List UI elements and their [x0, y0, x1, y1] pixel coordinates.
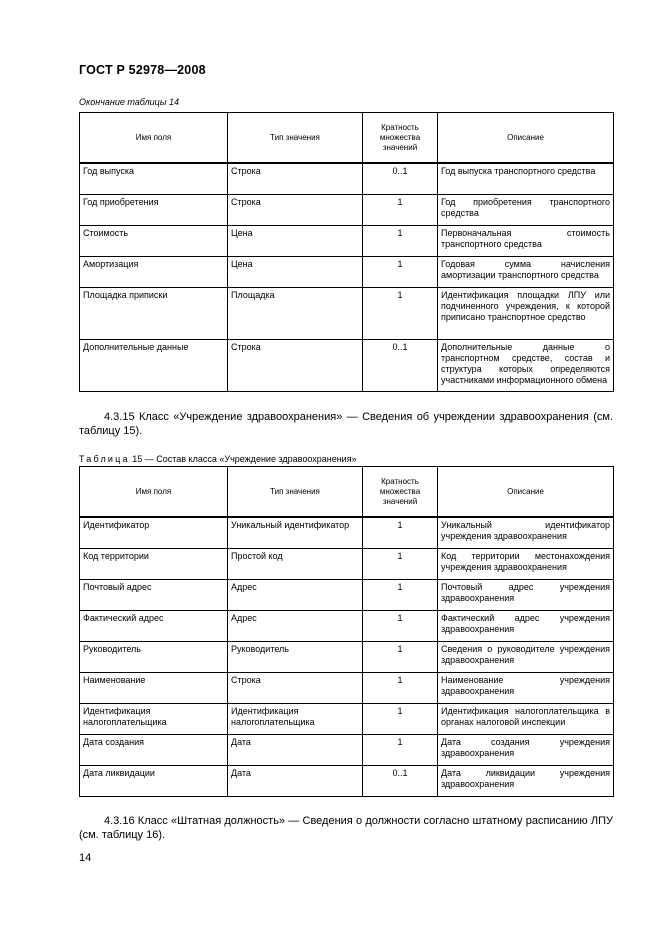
cell-description: Дата создания учреждения здравоохранения [438, 734, 614, 765]
column-header-multiplicity: Кратность множества значений [363, 467, 438, 518]
cell-description: Годовая сумма начисления амортизации транспортного средства [438, 256, 614, 287]
cell-description: Почтовый адрес учреждения здравоохранения [438, 579, 614, 610]
table-row [80, 517, 614, 548]
table15-caption-word: Таблица [79, 454, 130, 464]
cell-multiplicity: 1 [363, 734, 438, 765]
cell-description: Дополнительные данные о транспортном средстве, состав и структура которых определяются участниками информационного обмена [438, 339, 614, 391]
cell-field-name: Амортизация [80, 256, 228, 287]
table15-caption-title: 15 — Состав класса «Учреждение здравоохранения» [132, 454, 357, 464]
table-row [80, 703, 614, 734]
cell-multiplicity: 1 [363, 517, 438, 548]
cell-value-type: Простой код [228, 548, 363, 579]
table-row [80, 610, 614, 641]
column-header-value-type: Тип значения [228, 113, 363, 164]
cell-field-name: Год приобретения [80, 194, 228, 225]
table14-caption: Окончание таблицы 14 [79, 97, 179, 107]
cell-multiplicity: 1 [363, 548, 438, 579]
cell-field-name: Идентификатор [80, 517, 228, 548]
cell-field-name: Стоимость [80, 225, 228, 256]
cell-multiplicity: 1 [363, 225, 438, 256]
cell-description: Уникальный идентификатор учреждения здравоохранения [438, 517, 614, 548]
column-header-value-type: Тип значения [228, 467, 363, 518]
table-row [80, 225, 614, 256]
cell-multiplicity: 0..1 [363, 339, 438, 391]
cell-description: Наименование учреждения здравоохранения [438, 672, 614, 703]
table-15 [79, 466, 614, 797]
cell-field-name: Дата создания [80, 734, 228, 765]
cell-value-type: Цена [228, 256, 363, 287]
cell-description: Код территории местонахождения учреждения здравоохранения [438, 548, 614, 579]
cell-value-type: Дата [228, 765, 363, 796]
cell-value-type: Дата [228, 734, 363, 765]
table-row [80, 339, 614, 391]
cell-multiplicity: 1 [363, 672, 438, 703]
cell-value-type: Строка [228, 194, 363, 225]
cell-description: Идентификация налогоплательщика в органах налоговой инспекции [438, 703, 614, 734]
cell-field-name: Дополнительные данные [80, 339, 228, 391]
cell-description: Сведения о руководителе учреждения здравоохранения [438, 641, 614, 672]
cell-field-name: Наименование [80, 672, 228, 703]
table-row [80, 765, 614, 796]
table-row [80, 256, 614, 287]
cell-description: Первоначальная стоимость транспортного средства [438, 225, 614, 256]
table-row [80, 548, 614, 579]
cell-field-name: Код территории [80, 548, 228, 579]
cell-field-name: Идентификация налогоплательщика [80, 703, 228, 734]
cell-value-type: Уникальный идентификатор [228, 517, 363, 548]
cell-multiplicity: 1 [363, 256, 438, 287]
column-header-field-name: Имя поля [80, 467, 228, 518]
cell-description: Год приобретения транспортного средства [438, 194, 614, 225]
table-row [80, 163, 614, 194]
cell-field-name: Фактический адрес [80, 610, 228, 641]
column-header-field-name: Имя поля [80, 113, 228, 164]
cell-description: Идентификация площадки ЛПУ или подчиненного учреждения, к которой приписано транспортное средство [438, 287, 614, 339]
cell-field-name: Почтовый адрес [80, 579, 228, 610]
table-row [80, 734, 614, 765]
cell-field-name: Дата ликвидации [80, 765, 228, 796]
page-number: 14 [79, 852, 92, 864]
column-header-description: Описание [438, 467, 614, 518]
cell-field-name: Год выпуска [80, 163, 228, 194]
cell-field-name: Руководитель [80, 641, 228, 672]
cell-description: Дата ликвидации учреждения здравоохранения [438, 765, 614, 796]
cell-value-type: Адрес [228, 579, 363, 610]
cell-value-type: Цена [228, 225, 363, 256]
document-header: ГОСТ Р 52978—2008 [79, 63, 206, 77]
cell-value-type: Строка [228, 339, 363, 391]
table-header-row [80, 113, 614, 164]
cell-description: Год выпуска транспортного средства [438, 163, 614, 194]
column-header-multiplicity: Кратность множества значений [363, 113, 438, 164]
cell-multiplicity: 1 [363, 703, 438, 734]
table-row [80, 579, 614, 610]
cell-value-type: Руководитель [228, 641, 363, 672]
paragraph-4-3-16: 4.3.16 Класс «Штатная должность» — Сведения о должности согласно штатному расписанию ЛПУ (см. таблицу 16). [79, 815, 613, 841]
cell-multiplicity: 1 [363, 579, 438, 610]
cell-value-type: Адрес [228, 610, 363, 641]
cell-multiplicity: 1 [363, 194, 438, 225]
cell-value-type: Площадка [228, 287, 363, 339]
table-14 [79, 112, 614, 392]
paragraph-4-3-15: 4.3.15 Класс «Учреждение здравоохранения» — Сведения об учреждении здравоохранения (см. таблицу 15). [79, 411, 613, 437]
cell-multiplicity: 1 [363, 641, 438, 672]
cell-multiplicity: 0..1 [363, 163, 438, 194]
column-header-description: Описание [438, 113, 614, 164]
table-row [80, 287, 614, 339]
table-header-row [80, 467, 614, 518]
cell-multiplicity: 1 [363, 610, 438, 641]
table-row [80, 641, 614, 672]
cell-multiplicity: 0..1 [363, 765, 438, 796]
table-row [80, 194, 614, 225]
cell-multiplicity: 1 [363, 287, 438, 339]
table15-caption [79, 454, 357, 464]
cell-value-type: Строка [228, 163, 363, 194]
table-row [80, 672, 614, 703]
cell-value-type: Строка [228, 672, 363, 703]
cell-field-name: Площадка приписки [80, 287, 228, 339]
cell-description: Фактический адрес учреждения здравоохранения [438, 610, 614, 641]
cell-value-type: Идентификация налогоплательщика [228, 703, 363, 734]
